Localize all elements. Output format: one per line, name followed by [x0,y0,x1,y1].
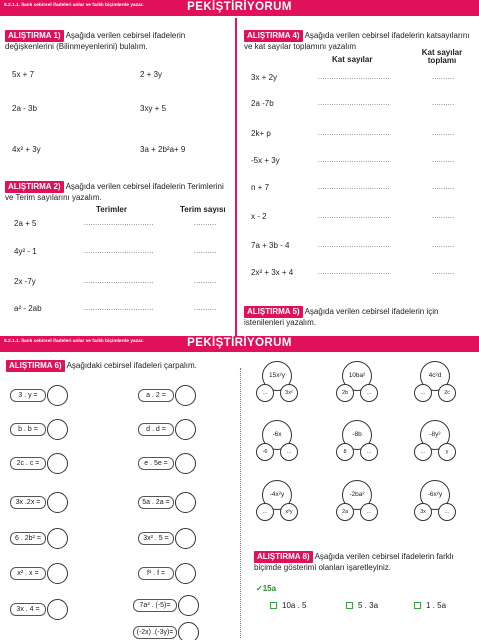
ex1-item: 3xy + 5 [140,104,167,113]
exercise-8-tag: ALIŞTIRMA 8) [254,551,313,563]
answer-blank[interactable]: .......... [432,74,455,81]
answer-circle[interactable] [175,385,196,406]
factor-circle: -6 [256,443,274,461]
exercise-8-title [254,551,472,573]
column-separator [240,368,241,638]
factor-circle[interactable]: ... [280,443,298,461]
product-circle: -4x²y [262,480,292,510]
answer-blank[interactable]: ................................ [318,269,390,276]
multiply-expression: 6 . 2b² = [10,532,46,545]
ex4-row-expr: 2a -7b [251,99,274,108]
ex4-row-expr: 2k+ p [251,129,271,138]
answer-blank[interactable]: .......... [194,220,217,227]
factor-circle[interactable]: ... [414,443,432,461]
answer-blank[interactable]: ................................ [318,213,390,220]
option-checkbox[interactable] [270,602,277,609]
answer-circle[interactable] [175,419,196,440]
factor-circle: 2b [336,384,354,402]
product-circle: -2ba² [342,480,372,510]
ex2-row-expr: 2x -7y [14,277,36,286]
ex4-row-expr: 3x + 2y [251,73,278,82]
answer-circle[interactable] [178,595,199,616]
exercise-8-instruction: Aşağıda verilen cebirsel ifadelerin farklı biçimde gösterimi olanları işaretleyiniz. [254,552,454,572]
exercise-6-tag: ALIŞTIRMA 6) [6,360,65,372]
product-circle: 15x²y [262,361,292,391]
answer-blank[interactable]: .......... [194,278,217,285]
ex1-item: 4x² + 3y [12,145,41,154]
factor-circle[interactable]: ... [256,503,274,521]
answer-blank[interactable]: ............................... [84,220,154,227]
answer-circle[interactable] [47,385,68,406]
answer-blank[interactable]: .......... [432,157,455,164]
multiply-expression: 3x² . 5 = [138,532,174,545]
answer-blank[interactable]: .......... [432,184,455,191]
ex2-header-terms: Terimler [96,205,127,214]
option-checkbox[interactable] [414,602,421,609]
answer-blank[interactable]: ................................ [318,100,390,107]
exercise-5-title [244,306,474,328]
factor-circle[interactable]: ... [414,384,432,402]
answer-circle[interactable] [47,599,68,620]
factor-circle[interactable]: ... [360,503,378,521]
answer-blank[interactable]: ............................... [84,305,154,312]
brand-title: PEKİŞTİRİYORUM [187,337,292,349]
exercise-5-tag: ALIŞTIRMA 5) [244,306,303,318]
answer-blank[interactable]: .......... [194,248,217,255]
topic-text: 8.2.1.1. İlanlı cebirsel ifadeleri anlar ve farklı biçimlerde yazar. [4,339,144,344]
exercise-1-tag: ALIŞTIRMA 1) [5,30,64,42]
exercise-4-instruction: Aşağıda verilen cebirsel ifadelerin katsayılarını ve kat sayılar toplamını yazalım [244,31,470,51]
ex8-option: 1 . 5a [426,601,447,610]
product-circle: -6x²y [420,480,450,510]
answer-blank[interactable]: ............................... [84,248,154,255]
product-circle: 4c²d [420,361,450,391]
product-circle: -8y² [420,420,450,450]
header-bar [0,336,479,352]
answer-circle[interactable] [175,563,196,584]
exercise-5-instruction: Aşağıda verilen cebirsel ifadelerin için istenilenleri yazalım. [244,307,439,327]
answer-blank[interactable]: ................................ [318,242,390,249]
ex4-row-expr: -5x + 3y [251,156,280,165]
ex1-item: 2a - 3b [12,104,37,113]
multiply-expression: 7a² . (-5)= [133,599,177,612]
multiply-expression: e . 5e = [138,457,174,470]
answer-blank[interactable]: .......... [432,213,455,220]
multiply-expression: 3 . y = [10,389,46,402]
factor-circle[interactable]: ... [438,503,456,521]
answer-blank[interactable]: .......... [432,242,455,249]
product-circle: -6x [262,420,292,450]
ex1-item: 5x + 7 [12,70,35,79]
multiply-expression: 5a . 2a = [138,496,174,509]
exercise-2-tag: ALIŞTIRMA 2) [5,181,64,193]
exercise-1-instruction: Aşağıda verilen cebirsel ifadelerin değişkenlerini (Bilinmeyenlerini) bulalım. [5,31,186,51]
multiply-expression: b . b = [10,423,46,436]
product-circle: 10ba² [342,361,372,391]
answer-blank[interactable]: ................................ [318,130,390,137]
multiply-expression: x² . x = [10,567,46,580]
multiply-expression: d . d = [138,423,174,436]
answer-circle[interactable] [175,528,196,549]
answer-circle[interactable] [178,622,199,640]
answer-circle[interactable] [175,453,196,474]
ex4-header-coef: Kat sayılar [332,55,373,64]
answer-circle[interactable] [47,419,68,440]
ex1-item: 2 + 3y [140,70,163,79]
ex4-row-expr: 2x² + 3x + 4 [251,268,294,277]
answer-blank[interactable]: ................................ [318,184,390,191]
column-divider [235,18,237,336]
exercise-1-title [5,30,233,52]
exercise-6-instruction: Aşağıdaki cebirsel ifadeleri çarpalım. [66,361,197,370]
ex4-row-expr: x - 2 [251,212,267,221]
header-bar [0,0,479,16]
factor-circle: 8 [336,443,354,461]
multiply-expression: 3x .2x = [10,496,46,509]
multiply-expression: (-2x) .(-3y)= [133,626,177,639]
factor-circle: x²y [280,503,298,521]
answer-blank[interactable]: .......... [432,100,455,107]
multiply-expression: a . 2 = [138,389,174,402]
ex4-row-expr: n + 7 [251,183,270,192]
exercise-4-tag: ALIŞTIRMA 4) [244,30,303,42]
ex2-row-expr: a² - 2ab [14,304,42,313]
factor-circle[interactable]: ... [360,443,378,461]
ex2-row-expr: 2a + 5 [14,219,37,228]
product-circle: -8b [342,420,372,450]
ex1-item: 3a + 2b²a+ 9 [140,145,186,154]
answer-circle[interactable] [175,492,196,513]
factor-circle[interactable]: ... [256,384,274,402]
ex4-row-expr: 7a + 3b - 4 [251,241,290,250]
answer-blank[interactable]: ................................ [318,157,390,164]
factor-circle: 2c [438,384,456,402]
multiply-expression: 3x . 4 = [10,603,46,616]
factor-circle: 3x [414,503,432,521]
factor-circle: 2a [336,503,354,521]
multiply-expression: 2c . c = [10,457,46,470]
answer-blank[interactable]: ............................... [84,278,154,285]
factor-circle: y [438,443,456,461]
exercise-2-title [5,181,233,203]
topic-text: 8.2.1.1. İlanlı cebirsel ifadeleri anlar ve farklı biçimlerde yazar. [4,3,144,8]
answer-circle[interactable] [47,492,68,513]
answer-circle[interactable] [47,453,68,474]
answer-blank[interactable]: .......... [432,130,455,137]
ex4-header-sum: Kat sayılar toplamı [421,48,463,65]
ex2-row-expr: 4y² - 1 [14,247,37,256]
ex8-option: 5 . 3a [358,601,379,610]
ex2-header-count: Terim sayısı [180,205,226,214]
ex8-given-expression: ✓15a [256,584,277,593]
multiply-expression: f³ . f = [138,567,174,580]
answer-circle[interactable] [47,528,68,549]
factor-circle[interactable]: ... [360,384,378,402]
option-checkbox[interactable] [346,602,353,609]
exercise-2-instruction: Aşağıda verilen cebirsel ifadelerin Terimlerini ve Terim sayılarını yazalım. [5,182,224,202]
answer-blank[interactable]: .......... [432,269,455,276]
answer-blank[interactable]: ................................ [318,74,390,81]
answer-circle[interactable] [47,563,68,584]
exercise-6-title [6,360,238,372]
ex8-option: 10a . 5 [282,601,307,610]
answer-blank[interactable]: .......... [194,305,217,312]
factor-circle: 3x² [280,384,298,402]
brand-title: PEKİŞTİRİYORUM [187,1,292,13]
